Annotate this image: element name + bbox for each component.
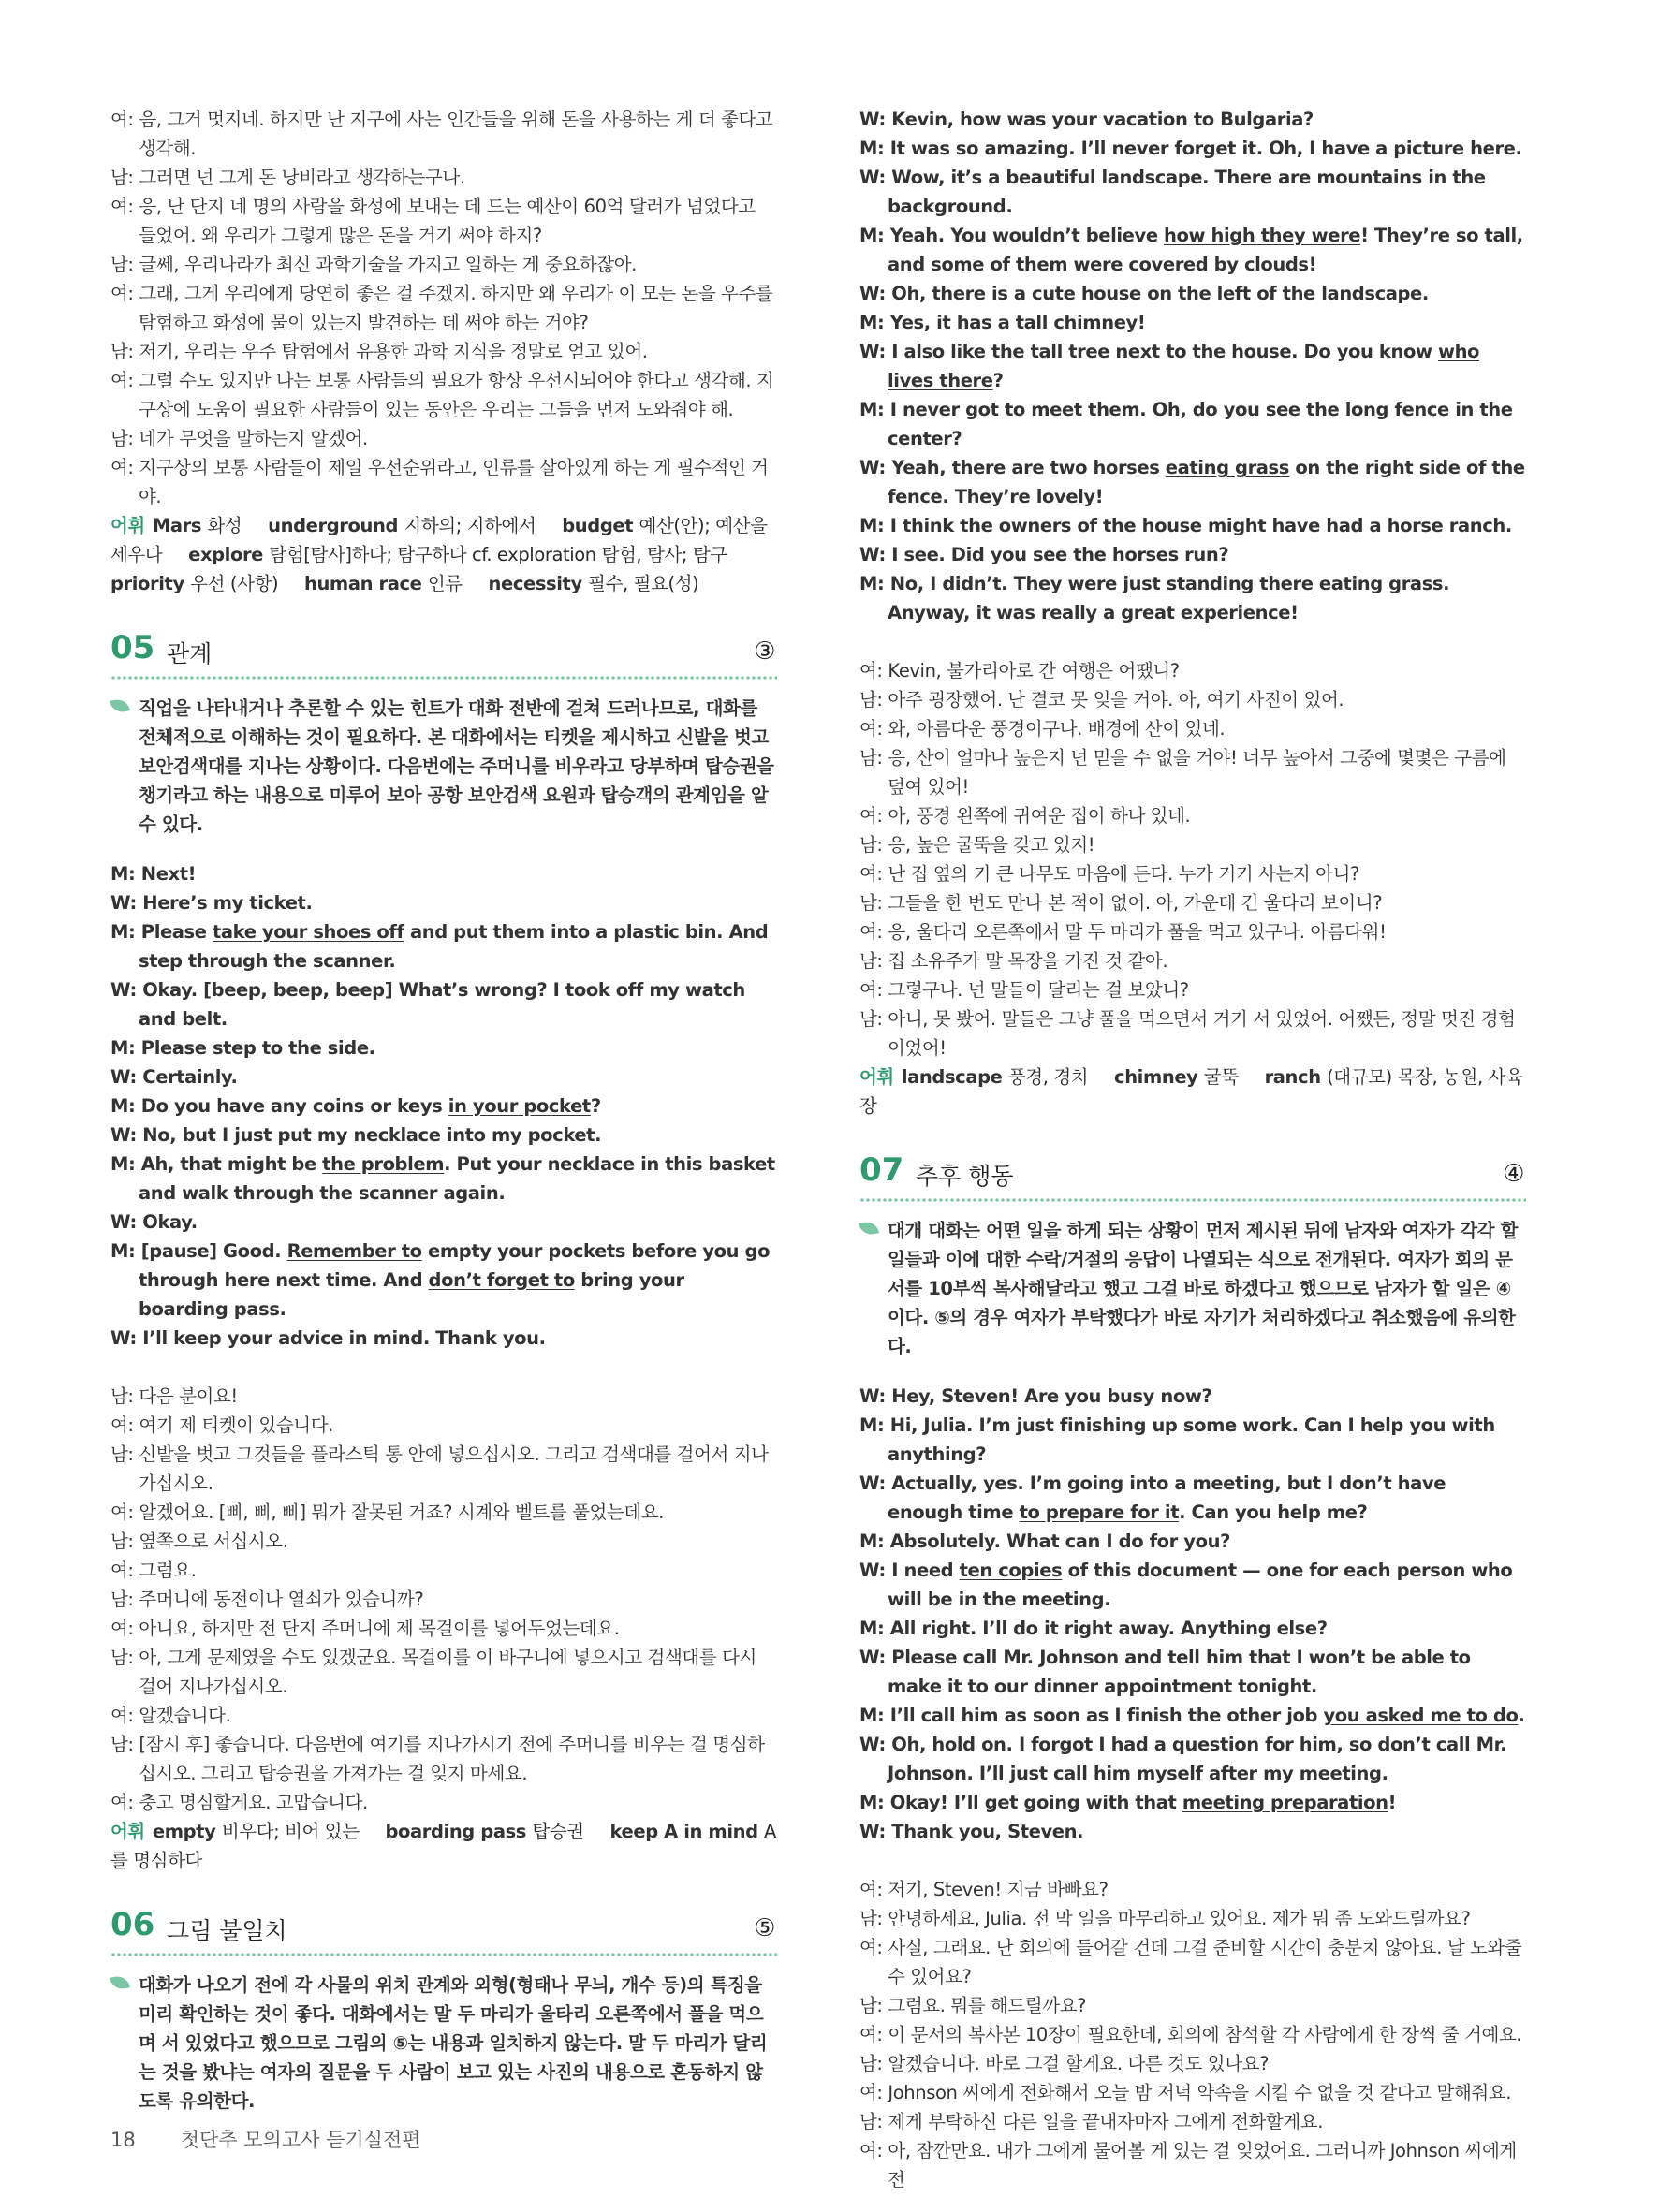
vocabulary-meaning: A를 명심하다 <box>110 1821 776 1871</box>
speaker-label: M: <box>859 312 890 333</box>
translation-line: 남: 아니, 못 봤어. 말들은 그냥 풀을 먹으면서 거기 서 있었어. 어쨌든, 정말 멋진 경험이었어! <box>859 1008 1516 1059</box>
dialogue-text: Yeah. You wouldn’t believe <box>889 225 1165 246</box>
vocabulary-word: human race <box>303 573 428 594</box>
translation-line: 여: 아, 잠깐만요. 내가 그에게 물어볼 게 있는 걸 잊었어요. 그러니까 Johnson 씨에게 전 <box>859 2140 1517 2190</box>
section-05-translation <box>110 1382 777 1817</box>
translation-line: 남: 아, 그게 문제였을 수도 있겠군요. 목걸이를 이 바구니에 넣으시고 검색대를 다시 걸어 지나가십시오. <box>110 1647 756 1697</box>
dialogue-text: of this document — one for each person who will be in the meeting. <box>888 1560 1513 1610</box>
dialogue-line <box>859 221 1526 279</box>
dialogue-text: Please step to the side. <box>140 1037 375 1059</box>
section-number: 05 <box>110 629 155 667</box>
speaker-label: W: <box>110 1124 143 1146</box>
vocabulary-meaning: 풍경, 경치 <box>1007 1066 1089 1088</box>
dialogue-line <box>110 1324 777 1353</box>
dialogue-text: Please call Mr. Johnson and tell him that I won’t be able to make it to our dinner appointment tonight. <box>888 1647 1471 1697</box>
underlined-phrase: don’t forget to <box>428 1269 575 1291</box>
dialogue-text: . <box>1518 1705 1525 1726</box>
underlined-phrase: who lives there <box>888 341 1480 391</box>
speaker-label: M: <box>110 1240 141 1262</box>
translation-line: 여: 와, 아름다운 풍경이구나. 배경에 산이 있네. <box>859 718 1226 740</box>
leaf-icon <box>859 1222 882 1238</box>
speaker-label: W: <box>110 892 143 914</box>
answer-badge: ④ <box>1503 1160 1524 1188</box>
translation-line: 남: 그러면 넌 그게 돈 낭비라고 생각하는구나. <box>110 167 465 188</box>
explanation-text: 대개 대화는 어떤 일을 하게 되는 상황이 먼저 제시된 뒤에 남자와 여자가 각각 할 일들과 이에 대한 수락/거절의 응답이 나열되는 식으로 전개된다. 여자가 회의 문서를 10부씩 복사해달라고 했고 그걸 바로 하겠다고 했으므로 남자가 할 일은 ④이다. ⑤의 경우 여자가 부탁했다가 바로 자기가 처리하겠다고 취소했음에 유의한다. <box>888 1220 1519 1357</box>
underlined-phrase: the problem <box>322 1153 445 1175</box>
speaker-label: M: <box>859 1531 890 1552</box>
underlined-phrase: how high they were <box>1164 225 1361 246</box>
dialogue-line <box>859 337 1526 395</box>
dialogue-line <box>859 308 1526 337</box>
dialogue-text: I need <box>891 1560 960 1581</box>
page-number: 18 <box>110 2129 136 2151</box>
dialogue-line <box>859 1382 1526 1411</box>
translation-line: 남: 알겠습니다. 바로 그걸 할게요. 다른 것도 있나요? <box>859 2053 1270 2074</box>
dialogue-text: I never got to meet them. Oh, do you see the long fence in the center? <box>888 399 1513 449</box>
translation-line: 남: 안녕하세요, Julia. 전 막 일을 마무리하고 있어요. 제가 뭐 좀 도와드릴까요? <box>859 1908 1471 1929</box>
dialogue-text: Thank you, Steven. <box>891 1821 1084 1842</box>
dialogue-line <box>110 975 777 1033</box>
translation-line: 남: 아주 굉장했어. 난 결코 못 잊을 거야. 아, 여기 사진이 있어. <box>859 689 1344 710</box>
dialogue-text: Wow, it’s a beautiful landscape. There are mountains in the background. <box>888 167 1486 217</box>
dialogue-line <box>859 511 1526 540</box>
speaker-label: M: <box>859 399 890 420</box>
translation-line: 여: 알겠습니다. <box>110 1705 231 1726</box>
vocabulary-entry <box>489 573 699 594</box>
translation-line: 여: 음, 그거 멋지네. 하지만 난 지구에 사는 인간들을 위해 돈을 사용하는 게 더 좋다고 생각해. <box>110 109 773 159</box>
translation-line: 여: Kevin, 불가리아로 간 여행은 어땠니? <box>859 660 1180 681</box>
dialogue-text: . Put your necklace in this basket and walk through the scanner again. <box>139 1153 775 1204</box>
vocabulary-meaning: 예산(안); 예산을 세우다 <box>110 515 768 565</box>
dialogue-text: Absolutely. What can I do for you? <box>889 1531 1230 1552</box>
dialogue-line <box>859 1527 1526 1556</box>
dialogue-line <box>859 1614 1526 1643</box>
vocabulary-meaning: 화성 <box>207 515 242 536</box>
vocabulary-meaning: 우선 (사항) <box>190 573 279 594</box>
section-07-explanation <box>859 1216 1526 1361</box>
speaker-label: M: <box>110 1037 141 1059</box>
dialogue-line <box>110 888 777 917</box>
speaker-label: W: <box>110 979 143 1001</box>
underlined-phrase: to prepare for it <box>1019 1502 1180 1523</box>
dialogue-line <box>110 917 777 975</box>
vocabulary-entry <box>304 573 463 594</box>
explanation-text: 대화가 나오기 전에 각 사물의 위치 관계와 외형(형태나 무늬, 개수 등)의 특징을 미리 확인하는 것이 좋다. 대화에서는 말 두 마리가 울타리 오른쪽에서 풀을 먹으며 서 있었다고 했으므로 그림의 ⑤는 내용과 일치하지 않는다. 말 두 마리가 달리는 것을 봤냐는 여자의 질문을 두 사람이 보고 있는 사진의 내용으로 혼동하지 않도록 유의한다. <box>139 1974 768 2112</box>
dialogue-text: ? <box>992 370 1004 391</box>
dialogue-text: Yeah, there are two horses <box>891 457 1166 478</box>
vocabulary-meaning: 굴뚝 <box>1203 1066 1239 1088</box>
vocabulary-label: 어휘 <box>859 1066 894 1088</box>
dialogue-text: Here’s my ticket. <box>142 892 313 914</box>
dialogue-line <box>859 1556 1526 1614</box>
vocabulary-word: chimney <box>1114 1066 1204 1088</box>
dialogue-line <box>859 1701 1526 1730</box>
dialogue-text: and put them into a plastic bin. And step through the scanner. <box>139 921 769 972</box>
translation-line: 남: 글쎄, 우리나라가 최신 과학기술을 가지고 일하는 게 중요하잖아. <box>110 254 637 275</box>
dialogue-line <box>859 540 1526 569</box>
section-06-dialogue <box>859 105 1526 627</box>
vocabulary-meaning: (대규모) 목장, 농원, 사육장 <box>859 1066 1523 1117</box>
dialogue-text: on the right side of the fence. They’re lovely! <box>888 457 1525 507</box>
speaker-label: W: <box>859 341 892 362</box>
dialogue-line <box>110 1033 777 1062</box>
vocabulary-word: priority <box>110 573 191 594</box>
vocabulary-entry <box>385 1821 583 1842</box>
translation-line: 여: 그래, 그게 우리에게 당연히 좋은 걸 주겠지. 하지만 왜 우리가 이 모든 돈을 우주를 탐험하고 화성에 물이 있는지 발견하는 데 써야 하는 거야? <box>110 283 773 333</box>
dialogue-text: I’ll keep your advice in mind. Thank you. <box>142 1327 546 1349</box>
vocabulary-word: explore <box>188 544 270 565</box>
vocabulary-meaning: 탐험[탐사]하다; 탐구하다 cf. exploration 탐험, 탐사; 탐구 <box>269 544 727 565</box>
dialogue-text: No, but I just put my necklace into my pocket. <box>142 1124 602 1146</box>
dialogue-text: Okay. <box>142 1211 198 1233</box>
section-title: 그림 불일치 <box>167 1917 287 1944</box>
dialogue-text: eating grass. Anyway, it was really a great experience! <box>888 573 1450 623</box>
speaker-label: M: <box>859 225 890 246</box>
section-05-dialogue <box>110 859 777 1353</box>
section-04-vocabulary <box>110 511 777 598</box>
dialogue-line <box>110 1091 777 1121</box>
section-06-header <box>110 1906 777 1954</box>
dialogue-text: bring your boarding pass. <box>139 1269 684 1320</box>
translation-line: 남: 네가 무엇을 말하는지 알겠어. <box>110 428 368 449</box>
translation-line: 여: 저기, Steven! 지금 바빠요? <box>859 1879 1109 1900</box>
translation-line: 여: 난 집 옆의 키 큰 나무도 마음에 든다. 누가 거기 사는지 아니? <box>859 863 1359 885</box>
dialogue-text: Yes, it has a tall chimney! <box>889 312 1146 333</box>
dialogue-text: Oh, there is a cute house on the left of the landscape. <box>891 283 1429 304</box>
explanation-text: 직업을 나타내거나 추론할 수 있는 힌트가 대화 전반에 걸쳐 드러나므로, 대화를 전체적으로 이해하는 것이 필요하다. 본 대화에서는 티켓을 제시하고 신발을 벗고 보안검색대를 지나는 상황이다. 다음번에는 주머니를 비우라고 당부하며 탑승권을 챙기라고 하는 내용으로 미루어 보아 공항 보안검색 요원과 탑승객의 관계임을 알 수 있다. <box>139 697 774 835</box>
translation-line: 여: 사실, 그래요. 난 회의에 들어갈 건데 그걸 준비할 시간이 충분치 않아요. 날 도와줄 수 있어요? <box>859 1937 1522 1987</box>
dialogue-line <box>110 1208 777 1237</box>
dialogue-line <box>859 105 1526 134</box>
translation-line: 여: 여기 제 티켓이 있습니다. <box>110 1414 333 1436</box>
dialogue-line <box>859 134 1526 163</box>
translation-line: 남: [잠시 후] 좋습니다. 다음번에 여기를 지나가시기 전에 주머니를 비우는 걸 명심하십시오. 그리고 탑승권을 가져가는 걸 잊지 마세요. <box>110 1734 765 1784</box>
dialogue-text: Okay. [beep, beep, beep] What’s wrong? I took off my watch and belt. <box>139 979 745 1030</box>
dialogue-text: empty your pockets before you go through here next time. And <box>139 1240 771 1291</box>
speaker-label: M: <box>110 1153 141 1175</box>
dialogue-text: Hey, Steven! Are you busy now? <box>891 1385 1212 1407</box>
dialogue-text: Do you have any coins or keys <box>140 1095 448 1117</box>
translation-line: 남: 응, 높은 굴뚝을 갖고 있지! <box>859 834 1095 856</box>
vocabulary-entry <box>188 544 727 565</box>
translation-line: 여: 아, 풍경 왼쪽에 귀여운 집이 하나 있네. <box>859 805 1191 827</box>
speaker-label: W: <box>859 283 892 304</box>
underlined-phrase: you asked me to do <box>1323 1705 1519 1726</box>
dialogue-line <box>859 1411 1526 1469</box>
translation-line: 남: 신발을 벗고 그것들을 플라스틱 통 안에 넣으십시오. 그리고 검색대를 걸어서 지나가십시오. <box>110 1443 769 1494</box>
section-title: 관계 <box>167 640 213 667</box>
dialogue-text: . Can you help me? <box>1179 1502 1368 1523</box>
vocabulary-entry <box>268 515 536 536</box>
dialogue-text: Kevin, how was your vacation to Bulgaria? <box>891 109 1314 130</box>
dialogue-line <box>110 1237 777 1324</box>
dialogue-line <box>859 1730 1526 1788</box>
dialogue-text: I’ll call him as soon as I finish the other job <box>889 1705 1324 1726</box>
vocabulary-word: ranch <box>1264 1066 1328 1088</box>
dialogue-text: Please <box>140 921 213 943</box>
translation-line: 여: 그럴 수도 있지만 나는 보통 사람들의 필요가 항상 우선시되어야 한다고 생각해. 지구상에 도움이 필요한 사람들이 있는 동안은 우리는 그들을 먼저 도와줘야 해. <box>110 370 774 420</box>
dialogue-text: Hi, Julia. I’m just finishing up some work. Can I help you with anything? <box>888 1414 1495 1465</box>
dialogue-line <box>110 1062 777 1091</box>
answer-badge: ③ <box>754 637 775 666</box>
speaker-label: M: <box>110 863 141 885</box>
translation-line: 여: 충고 명심할게요. 고맙습니다. <box>110 1792 368 1813</box>
speaker-label: W: <box>859 1385 892 1407</box>
speaker-label: W: <box>859 1647 892 1668</box>
speaker-label: W: <box>859 1821 892 1842</box>
vocabulary-entry <box>153 1821 360 1842</box>
book-title: 첫단추 모의고사 듣기실전편 <box>180 2129 421 2151</box>
speaker-label: W: <box>859 109 892 130</box>
dialogue-text: Oh, hold on. I forgot I had a question for him, so don’t call Mr. Johnson. I’ll just call him myself after my meeting. <box>888 1734 1507 1784</box>
dialogue-text: ? <box>590 1095 601 1117</box>
translation-line: 남: 집 소유주가 말 목장을 가진 것 같아. <box>859 950 1168 972</box>
vocabulary-word: necessity <box>488 573 589 594</box>
speaker-label: M: <box>859 138 890 159</box>
dialogue-line <box>859 279 1526 308</box>
speaker-label: W: <box>859 544 892 565</box>
dialogue-text: Next! <box>140 863 197 885</box>
dialogue-line <box>859 395 1526 453</box>
dialogue-line <box>859 1817 1526 1846</box>
vocabulary-entry <box>902 1066 1088 1088</box>
dialogue-line <box>859 1643 1526 1701</box>
dialogue-text: I see. Did you see the horses run? <box>891 544 1229 565</box>
page-footer <box>110 2125 421 2153</box>
dialogue-line <box>859 163 1526 221</box>
speaker-label: W: <box>110 1211 143 1233</box>
dialogue-text: I think the owners of the house might have had a horse ranch. <box>889 515 1512 536</box>
speaker-label: W: <box>110 1066 143 1088</box>
dialogue-text: ! They’re so tall, and some of them were covered by clouds! <box>888 225 1523 275</box>
translation-line: 여: 응, 난 단지 네 명의 사람을 화성에 보내는 데 드는 예산이 60억 달러가 넘었다고 들었어. 왜 우리가 그렇게 많은 돈을 거기 써야 하지? <box>110 196 756 246</box>
translation-line: 남: 응, 산이 얼마나 높은지 넌 믿을 수 없을 거야! 너무 높아서 그중에 몇몇은 구름에 덮여 있어! <box>859 747 1506 798</box>
translation-line: 남: 그들을 한 번도 만나 본 적이 없어. 아, 가운데 긴 울타리 보이니? <box>859 892 1383 914</box>
speaker-label: W: <box>859 1734 892 1755</box>
dialogue-line <box>110 859 777 888</box>
dialogue-text: Actually, yes. I’m going into a meeting, but I don’t have enough time <box>888 1472 1446 1523</box>
speaker-label: M: <box>859 515 890 536</box>
vocabulary-entry <box>110 573 278 594</box>
dialogue-line <box>110 1150 777 1208</box>
section-05-explanation <box>110 694 777 839</box>
translation-line: 여: 그렇구나. 넌 말들이 달리는 걸 보았니? <box>859 979 1189 1001</box>
dialogue-line <box>859 1469 1526 1527</box>
vocabulary-meaning: 탑승권 <box>532 1821 584 1842</box>
dialogue-text: I also like the tall tree next to the house. Do you know <box>891 341 1438 362</box>
vocabulary-word: underground <box>268 515 404 536</box>
dialogue-text: It was so amazing. I’ll never forget it. Oh, I have a picture here. <box>889 138 1522 159</box>
translation-line: 여: 아니요, 하지만 전 단지 주머니에 제 목걸이를 넣어두었는데요. <box>110 1618 620 1639</box>
speaker-label: W: <box>859 457 892 478</box>
leaf-icon <box>110 1976 133 1993</box>
section-04-translation <box>110 105 777 511</box>
underlined-phrase: in your pocket <box>448 1095 591 1117</box>
dialogue-text: [pause] Good. <box>140 1240 287 1262</box>
underlined-phrase: just standing there <box>1123 573 1314 594</box>
vocabulary-label: 어휘 <box>110 1821 145 1842</box>
translation-line: 남: 그럼요. 뭐를 해드릴까요? <box>859 1995 1087 2016</box>
dotted-divider <box>859 1197 1526 1203</box>
vocabulary-word: Mars <box>152 515 208 536</box>
vocabulary-meaning: 인류 <box>427 573 463 594</box>
dotted-divider <box>110 1952 777 1957</box>
section-06-vocabulary <box>859 1062 1526 1121</box>
vocabulary-word: keep A in mind <box>609 1821 765 1842</box>
translation-line: 남: 다음 분이요! <box>110 1385 238 1407</box>
vocabulary-entry <box>153 515 242 536</box>
vocabulary-word: boarding pass <box>385 1821 533 1842</box>
speaker-label: W: <box>110 1327 143 1349</box>
speaker-label: M: <box>859 573 890 594</box>
leaf-icon <box>110 699 133 716</box>
vocabulary-word: empty <box>152 1821 222 1842</box>
translation-line: 남: 제게 부탁하신 다른 일을 끝내자마자 그에게 전화할게요. <box>859 2111 1324 2132</box>
translation-line: 여: 이 문서의 복사본 10장이 필요한데, 회의에 참석할 각 사람에게 한 장씩 줄 거예요. <box>859 2024 1522 2045</box>
translation-line: 여: 그럼요. <box>110 1560 197 1581</box>
underlined-phrase: meeting preparation <box>1182 1792 1388 1813</box>
speaker-label: M: <box>110 1095 141 1117</box>
dialogue-line <box>859 569 1526 627</box>
section-06-explanation <box>110 1970 777 2116</box>
section-07-dialogue <box>859 1382 1526 1846</box>
translation-line: 여: 알겠어요. [삐, 삐, 삐] 뭐가 잘못된 거죠? 시계와 벨트를 풀었는데요. <box>110 1502 665 1523</box>
vocabulary-meaning: 필수, 필요(성) <box>588 573 699 594</box>
speaker-label: M: <box>859 1705 890 1726</box>
translation-line: 여: 지구상의 보통 사람들이 제일 우선순위라고, 인류를 살아있게 하는 게 필수적인 거야. <box>110 457 769 507</box>
dialogue-text: ! <box>1388 1792 1397 1813</box>
section-05-header <box>110 629 777 677</box>
dialogue-text: All right. I’ll do it right away. Anything else? <box>889 1618 1328 1639</box>
vocabulary-meaning: 지하의; 지하에서 <box>404 515 536 536</box>
left-column <box>110 105 777 2136</box>
underlined-phrase: Remember to <box>286 1240 422 1262</box>
translation-line: 남: 옆쪽으로 서십시오. <box>110 1531 288 1552</box>
section-title: 추후 행동 <box>916 1163 1014 1190</box>
section-07-translation <box>859 1875 1526 2194</box>
vocabulary-word: landscape <box>901 1066 1008 1088</box>
translation-line: 남: 저기, 우리는 우주 탐험에서 유용한 과학 지식을 정말로 얻고 있어. <box>110 341 648 362</box>
underlined-phrase: take your shoes off <box>212 921 404 943</box>
translation-line: 남: 주머니에 동전이나 열쇠가 있습니까? <box>110 1589 424 1610</box>
section-06-translation <box>859 656 1526 1062</box>
section-05-vocabulary <box>110 1817 777 1875</box>
dialogue-text: Okay! I’ll get going with that <box>889 1792 1182 1813</box>
section-07-header <box>859 1151 1526 1199</box>
dialogue-line <box>859 1788 1526 1817</box>
dialogue-line <box>110 1121 777 1150</box>
section-number: 07 <box>859 1151 904 1189</box>
dialogue-text: Ah, that might be <box>140 1153 323 1175</box>
translation-line: 여: 응, 울타리 오른쪽에서 말 두 마리가 풀을 먹고 있구나. 아름다워! <box>859 921 1387 943</box>
speaker-label: W: <box>859 1560 892 1581</box>
speaker-label: W: <box>859 1472 892 1494</box>
section-number: 06 <box>110 1906 155 1943</box>
speaker-label: M: <box>859 1414 890 1436</box>
dialogue-text: Certainly. <box>142 1066 238 1088</box>
vocabulary-label: 어휘 <box>110 515 145 536</box>
answer-badge: ⑤ <box>754 1914 775 1942</box>
speaker-label: M: <box>859 1792 890 1813</box>
underlined-phrase: ten copies <box>959 1560 1063 1581</box>
dotted-divider <box>110 675 777 681</box>
right-column <box>859 105 1526 2194</box>
vocabulary-meaning: 비우다; 비어 있는 <box>221 1821 360 1842</box>
underlined-phrase: eating grass <box>1165 457 1289 478</box>
speaker-label: M: <box>110 921 141 943</box>
translation-line: 여: Johnson 씨에게 전화해서 오늘 밤 저녁 약속을 지킬 수 없을 것 같다고 말해줘요. <box>859 2082 1512 2103</box>
dialogue-line <box>859 453 1526 511</box>
speaker-label: W: <box>859 167 892 188</box>
vocabulary-entry <box>1114 1066 1239 1088</box>
dialogue-text: No, I didn’t. They were <box>889 573 1123 594</box>
vocabulary-word: budget <box>562 515 639 536</box>
speaker-label: M: <box>859 1618 890 1639</box>
